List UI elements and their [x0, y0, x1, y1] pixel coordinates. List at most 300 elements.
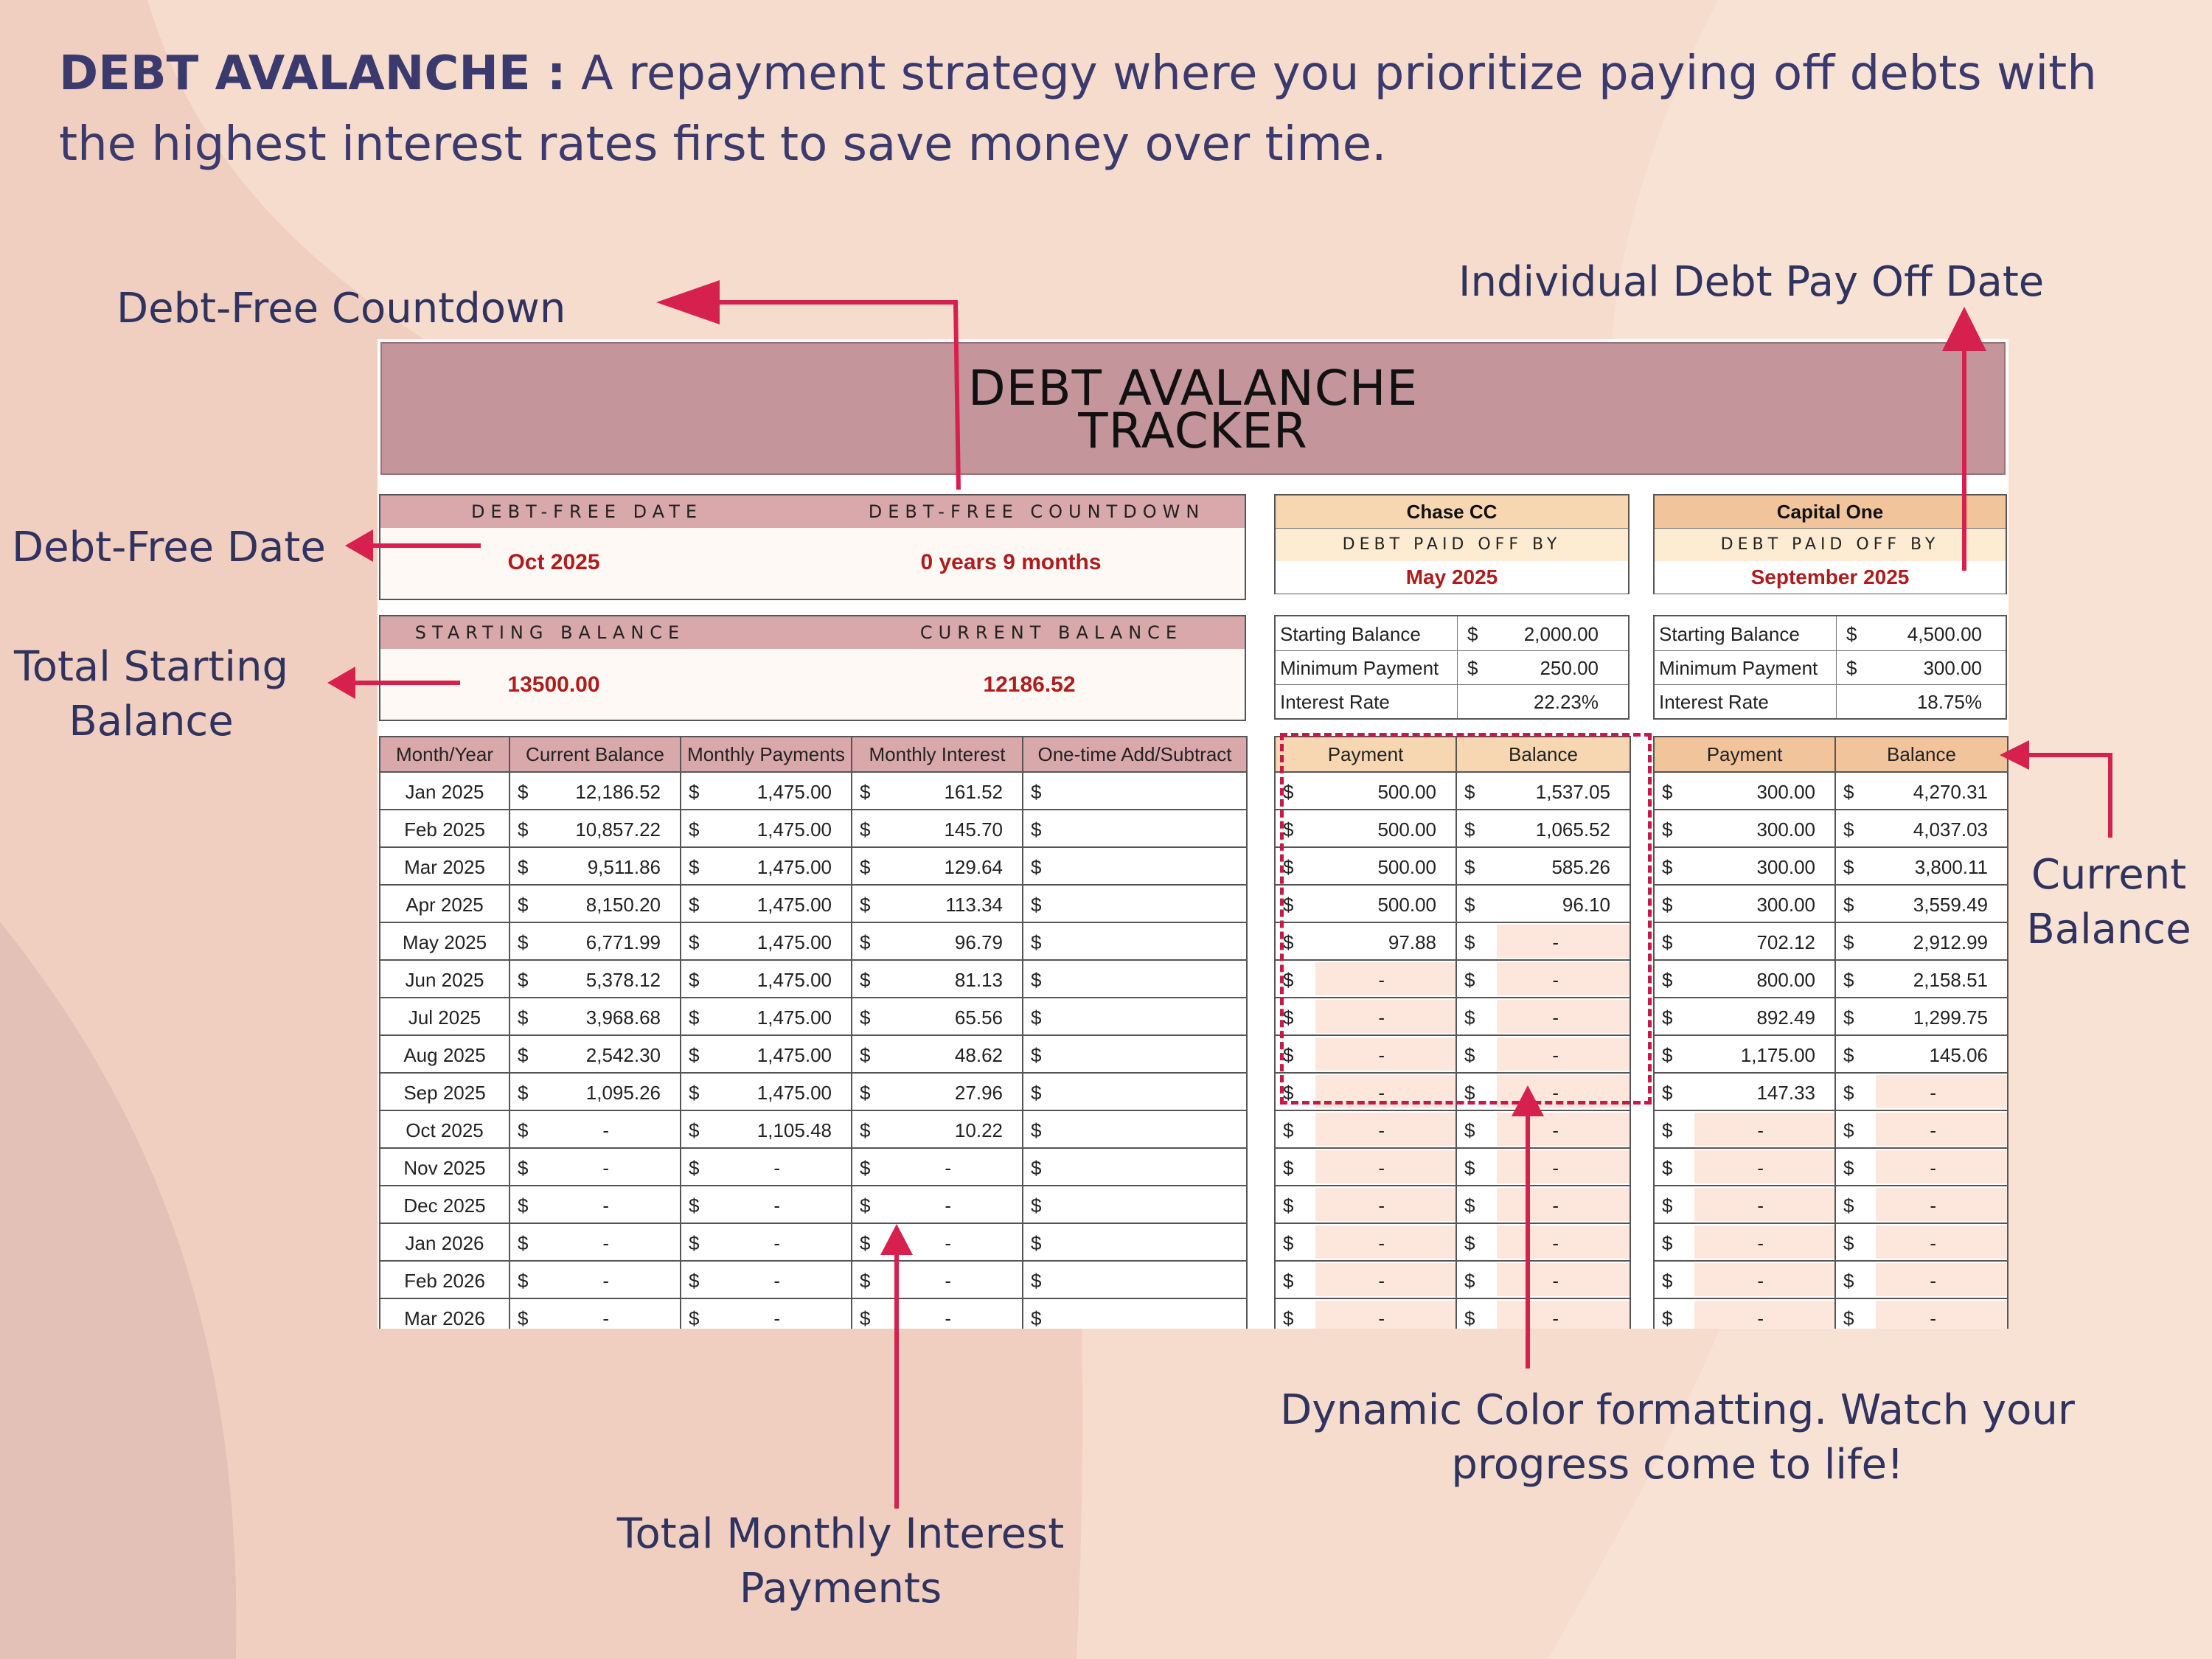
month-cell[interactable] [380, 1148, 509, 1186]
currency-symbol: $ [860, 1157, 871, 1179]
table-cell[interactable] [509, 810, 681, 847]
cell-value: - [1378, 1194, 1385, 1217]
table-row [380, 998, 1247, 1035]
currency-symbol: $ [689, 1157, 700, 1179]
table-cell[interactable] [1456, 1261, 1630, 1298]
tracker-title-line2: TRACKER [1078, 403, 1308, 459]
table-cell[interactable] [852, 810, 1023, 847]
debt-stats-chase [1274, 615, 1630, 720]
month-cell[interactable] [380, 998, 509, 1035]
month-label: Nov 2025 [403, 1157, 486, 1179]
table-cell[interactable] [1835, 1298, 2008, 1329]
currency-symbol: $ [689, 1119, 700, 1141]
table-cell[interactable] [1456, 1148, 1630, 1186]
annot-countdown: Debt-Free Countdown [116, 285, 566, 333]
table-cell[interactable] [1654, 1186, 1835, 1223]
table-cell[interactable] [1023, 847, 1247, 885]
currency-symbol: $ [860, 1232, 871, 1254]
month-cell[interactable] [380, 1035, 509, 1073]
stat-divider [1836, 650, 1837, 684]
table-cell[interactable] [1654, 1110, 1835, 1148]
month-label: Jan 2026 [405, 1232, 484, 1254]
table-cell[interactable] [1023, 1110, 1247, 1148]
cell-value: 10.22 [954, 1119, 1003, 1141]
table-cell[interactable] [1023, 1186, 1247, 1223]
table-cell[interactable] [1654, 772, 1835, 810]
cell-value: - [1378, 1044, 1385, 1066]
currency-symbol: $ [1843, 818, 1854, 841]
currency-symbol: $ [1662, 931, 1673, 953]
table-cell[interactable] [852, 1261, 1023, 1298]
stat-divider [1457, 650, 1458, 684]
currency-symbol: $ [689, 1194, 700, 1217]
month-cell[interactable] [380, 1223, 509, 1261]
stat-currency: $ [1467, 623, 1478, 645]
month-cell[interactable] [380, 1298, 509, 1329]
debt-stats-capital-one [1653, 615, 2007, 720]
cell-value: - [1378, 1119, 1385, 1141]
table-cell[interactable] [1023, 772, 1247, 810]
cell-value: 300.00 [1756, 781, 1815, 803]
currency-symbol: $ [1662, 1044, 1673, 1066]
zero-highlight [1876, 1301, 2007, 1329]
table-cell[interactable] [681, 1035, 852, 1073]
currency-symbol: $ [518, 1194, 529, 1217]
table-cell[interactable] [852, 1148, 1023, 1186]
cell-value: - [1930, 1232, 1936, 1254]
table-cell[interactable] [1654, 1073, 1835, 1110]
currency-symbol: $ [1662, 969, 1673, 991]
table-cell[interactable] [852, 1035, 1023, 1073]
currency-symbol: $ [689, 1006, 700, 1029]
starting-balance-label: STARTING BALANCE [414, 622, 686, 643]
currency-symbol: $ [860, 1307, 871, 1329]
stat-divider [1836, 616, 1837, 650]
currency-symbol: $ [1662, 1082, 1673, 1104]
table-row [1654, 1035, 2008, 1073]
table-cell[interactable] [1835, 1148, 2008, 1186]
annot-current-line2: Balance [2026, 905, 2191, 953]
table-cell[interactable] [1275, 1223, 1456, 1261]
month-cell[interactable] [380, 885, 509, 922]
stat-label: Interest Rate [1659, 691, 1769, 713]
capital-one-table-body [1654, 772, 2008, 1329]
cell-value: - [945, 1157, 951, 1179]
table-cell[interactable] [1456, 1110, 1630, 1148]
cell-value: 1,175.00 [1740, 1044, 1815, 1066]
table-cell[interactable] [1835, 847, 2008, 885]
table-cell[interactable] [1456, 1223, 1630, 1261]
table-cell[interactable] [1023, 1261, 1247, 1298]
currency-symbol: $ [1464, 1270, 1475, 1292]
annot-dynamic-color [1253, 1383, 2101, 1492]
cell-value: 4,270.31 [1913, 781, 1988, 803]
table-cell[interactable] [1654, 847, 1835, 885]
table-row [1654, 847, 2008, 885]
table-cell[interactable] [509, 885, 681, 922]
annot-free-date: Debt-Free Date [12, 524, 326, 571]
month-cell[interactable] [380, 960, 509, 998]
annot-starting-line2: Balance [69, 698, 234, 745]
table-cell[interactable] [1835, 1073, 2008, 1110]
zero-highlight [1497, 1301, 1630, 1329]
zero-highlight [1497, 1225, 1630, 1259]
cell-value: 147.33 [1756, 1082, 1815, 1104]
table-cell[interactable] [1275, 1298, 1456, 1329]
table-cell[interactable] [1275, 1186, 1456, 1223]
month-cell[interactable] [380, 1073, 509, 1110]
month-label: Oct 2025 [406, 1119, 484, 1141]
currency-symbol: $ [1464, 969, 1475, 991]
table-cell[interactable] [509, 922, 681, 960]
cell-value: 585.26 [1551, 856, 1610, 878]
annot-dynamic-line2: progress come to life! [1451, 1441, 1904, 1489]
stat-value: 22.23% [1533, 691, 1599, 713]
zero-highlight [1497, 1188, 1630, 1221]
table-cell[interactable] [852, 1186, 1023, 1223]
currency-symbol: $ [1843, 969, 1854, 991]
currency-symbol: $ [1031, 969, 1042, 991]
table-cell[interactable] [681, 1298, 852, 1329]
stat-currency: $ [1467, 657, 1478, 679]
paid-off-date: September 2025 [1655, 561, 2006, 594]
cell-value: 3,968.68 [585, 1006, 661, 1029]
stat-currency: $ [1846, 657, 1857, 679]
table-cell[interactable] [1835, 885, 2008, 922]
cell-value: - [1378, 1082, 1385, 1104]
table-cell[interactable] [1023, 1148, 1247, 1186]
capital-one-table-header [1654, 737, 2008, 772]
table-cell[interactable] [1835, 1110, 2008, 1148]
table-cell[interactable] [681, 1261, 852, 1298]
table-cell[interactable] [852, 885, 1023, 922]
cell-value: 300.00 [1756, 818, 1815, 841]
cell-value: 800.00 [1756, 969, 1815, 991]
table-row [1654, 772, 2008, 810]
table-cell[interactable] [1835, 998, 2008, 1035]
table-cell[interactable] [509, 960, 681, 998]
paid-off-date: May 2025 [1276, 561, 1628, 594]
currency-symbol: $ [1843, 1157, 1854, 1179]
table-cell[interactable] [1654, 960, 1835, 998]
cell-value: - [1930, 1270, 1936, 1292]
table-cell[interactable] [1023, 1298, 1247, 1329]
table-cell[interactable] [1023, 998, 1247, 1035]
current-balance-value: 12186.52 [983, 672, 1076, 697]
table-cell[interactable] [1023, 810, 1247, 847]
cell-value: - [1378, 969, 1385, 991]
month-cell[interactable] [380, 810, 509, 847]
annot-monthly-interest [582, 1507, 1099, 1616]
table-row [1275, 1110, 1630, 1148]
currency-symbol: $ [1283, 1307, 1294, 1329]
cell-value: - [602, 1232, 609, 1254]
table-cell[interactable] [852, 772, 1023, 810]
currency-symbol: $ [1283, 1232, 1294, 1254]
cell-value: 6,771.99 [585, 931, 661, 953]
table-row [380, 1110, 1247, 1148]
currency-symbol: $ [689, 1307, 700, 1329]
cell-value: 1,475.00 [757, 894, 832, 916]
tracker-sheet [378, 339, 2008, 1329]
table-cell[interactable] [852, 1110, 1023, 1148]
table-row [1654, 1186, 2008, 1223]
cell-value: 9,511.86 [587, 856, 661, 878]
table-cell[interactable] [509, 1298, 681, 1329]
table-cell[interactable] [1835, 1035, 2008, 1073]
month-label: Jan 2025 [405, 781, 484, 803]
cell-value: 48.62 [954, 1044, 1003, 1066]
table-row [1654, 810, 2008, 847]
table-cell[interactable] [509, 1073, 681, 1110]
table-cell[interactable] [852, 960, 1023, 998]
month-label: Mar 2025 [404, 856, 485, 878]
table-cell[interactable] [681, 960, 852, 998]
table-cell[interactable] [681, 1148, 852, 1186]
cell-value: - [1757, 1119, 1764, 1141]
stat-value: 4,500.00 [1907, 623, 1982, 645]
cell-value: 113.34 [945, 894, 1003, 916]
table-cell[interactable] [509, 1186, 681, 1223]
column-header: Current Balance [509, 737, 681, 772]
table-cell[interactable] [852, 1223, 1023, 1261]
table-row [1275, 1186, 1630, 1223]
month-label: Sep 2025 [403, 1082, 486, 1104]
annot-starting-balance [7, 640, 295, 749]
cell-value: - [602, 1119, 609, 1141]
table-cell[interactable] [509, 1110, 681, 1148]
table-cell[interactable] [1654, 810, 1835, 847]
table-cell[interactable] [1023, 960, 1247, 998]
monthly-table [379, 736, 1248, 1329]
table-cell[interactable] [1023, 1035, 1247, 1073]
table-cell[interactable] [1835, 960, 2008, 998]
month-label: Dec 2025 [403, 1194, 486, 1217]
cell-value: 1,475.00 [757, 781, 832, 803]
table-row [380, 922, 1247, 960]
currency-symbol: $ [860, 856, 871, 878]
table-cell[interactable] [1275, 1261, 1456, 1298]
currency-symbol: $ [1662, 1270, 1673, 1292]
currency-symbol: $ [1662, 1157, 1673, 1179]
table-cell[interactable] [509, 772, 681, 810]
currency-symbol: $ [1464, 1307, 1475, 1329]
currency-symbol: $ [1031, 856, 1042, 878]
column-header: Monthly Payments [681, 737, 852, 772]
month-cell[interactable] [380, 1261, 509, 1298]
column-header: Balance [1456, 737, 1630, 772]
table-cell[interactable] [852, 1073, 1023, 1110]
table-row [380, 1261, 1247, 1298]
table-cell[interactable] [1835, 810, 2008, 847]
annot-current-line1: Current [2031, 851, 2187, 899]
table-row [380, 885, 1247, 922]
cell-value: 1,475.00 [757, 969, 832, 991]
currency-symbol: $ [1464, 1119, 1475, 1141]
currency-symbol: $ [1464, 781, 1475, 803]
table-row [1654, 1110, 2008, 1148]
currency-symbol: $ [1843, 1119, 1854, 1141]
paid-off-label: DEBT PAID OFF BY [1276, 529, 1628, 561]
month-cell[interactable] [380, 847, 509, 885]
table-cell[interactable] [681, 1073, 852, 1110]
zero-highlight [1315, 1263, 1455, 1296]
table-cell[interactable] [1654, 1035, 1835, 1073]
zero-highlight [1876, 1075, 2007, 1108]
column-header: Payment [1654, 737, 1835, 772]
table-cell[interactable] [681, 1223, 852, 1261]
table-cell[interactable] [509, 847, 681, 885]
currency-symbol: $ [1662, 1006, 1673, 1029]
table-cell[interactable] [1023, 1223, 1247, 1261]
table-row [380, 1223, 1247, 1261]
table-cell[interactable] [681, 922, 852, 960]
currency-symbol: $ [1031, 1082, 1042, 1104]
currency-symbol: $ [1031, 894, 1042, 916]
stat-row [1276, 616, 1628, 651]
table-row [1654, 1073, 2008, 1110]
table-cell[interactable] [681, 885, 852, 922]
currency-symbol: $ [1283, 931, 1294, 953]
currency-symbol: $ [1464, 818, 1475, 841]
currency-symbol: $ [1283, 818, 1294, 841]
table-row [380, 1073, 1247, 1110]
zero-highlight [1694, 1263, 1834, 1296]
table-cell[interactable] [681, 998, 852, 1035]
currency-symbol: $ [1031, 1307, 1042, 1329]
table-cell[interactable] [681, 810, 852, 847]
annot-payoff-date: Individual Debt Pay Off Date [1458, 258, 2045, 306]
month-cell[interactable] [380, 1110, 509, 1148]
debt-free-summary [379, 494, 1246, 600]
currency-symbol: $ [1464, 894, 1475, 916]
zero-highlight [1694, 1113, 1834, 1146]
currency-symbol: $ [1031, 931, 1042, 953]
zero-highlight [1876, 1263, 2007, 1296]
table-cell[interactable] [1654, 1148, 1835, 1186]
currency-symbol: $ [1662, 781, 1673, 803]
cell-value: - [945, 1194, 951, 1217]
table-cell[interactable] [1023, 885, 1247, 922]
cell-value: - [945, 1307, 951, 1329]
cell-value: - [1378, 1270, 1385, 1292]
month-cell[interactable] [380, 1186, 509, 1223]
cell-value: 1,299.75 [1913, 1006, 1988, 1029]
table-cell[interactable] [852, 922, 1023, 960]
cell-value: - [1378, 1307, 1385, 1329]
stat-label: Starting Balance [1659, 623, 1800, 645]
table-cell[interactable] [1275, 1148, 1456, 1186]
table-cell[interactable] [509, 1148, 681, 1186]
table-row [380, 810, 1247, 847]
headline-text: A repayment strategy where you prioritize paying off debts with the highest interest rates first to save money over time. [59, 46, 2097, 172]
currency-symbol: $ [1031, 1157, 1042, 1179]
table-row [380, 772, 1247, 810]
table-cell[interactable] [681, 1110, 852, 1148]
table-cell[interactable] [1654, 998, 1835, 1035]
table-cell[interactable] [1835, 1223, 2008, 1261]
cell-value: - [1930, 1157, 1936, 1179]
currency-symbol: $ [1283, 1044, 1294, 1066]
currency-symbol: $ [1464, 1232, 1475, 1254]
table-cell[interactable] [509, 1035, 681, 1073]
table-cell[interactable] [1835, 1186, 2008, 1223]
currency-symbol: $ [689, 856, 700, 878]
currency-symbol: $ [689, 931, 700, 953]
currency-symbol: $ [860, 1082, 871, 1104]
table-cell[interactable] [1023, 922, 1247, 960]
currency-symbol: $ [1283, 1194, 1294, 1217]
table-cell[interactable] [509, 1261, 681, 1298]
month-label: Jul 2025 [408, 1006, 481, 1029]
table-cell[interactable] [1654, 1298, 1835, 1329]
table-cell[interactable] [1835, 922, 2008, 960]
table-cell[interactable] [509, 998, 681, 1035]
stat-label: Minimum Payment [1280, 657, 1439, 679]
table-cell[interactable] [852, 998, 1023, 1035]
table-row [380, 1148, 1247, 1186]
debt-name: Chase CC [1276, 495, 1628, 529]
stat-value: 18.75% [1916, 691, 1982, 713]
table-cell[interactable] [681, 847, 852, 885]
table-cell[interactable] [1275, 1110, 1456, 1148]
zero-highlight [1315, 1225, 1455, 1259]
currency-symbol: $ [1843, 1307, 1854, 1329]
table-cell[interactable] [1456, 1186, 1630, 1223]
cell-value: - [602, 1194, 609, 1217]
month-cell[interactable] [380, 922, 509, 960]
currency-symbol: $ [1843, 1270, 1854, 1292]
cell-value: 3,559.49 [1913, 894, 1988, 916]
currency-symbol: $ [1464, 1044, 1475, 1066]
currency-symbol: $ [518, 1232, 529, 1254]
table-cell[interactable] [681, 1186, 852, 1223]
table-cell[interactable] [1835, 1261, 2008, 1298]
cell-value: 12,186.52 [575, 781, 661, 803]
column-header: Monthly Interest [852, 737, 1023, 772]
month-cell[interactable] [380, 772, 509, 810]
cell-value: 1,065.52 [1535, 818, 1610, 841]
table-cell[interactable] [1835, 772, 2008, 810]
zero-highlight [1694, 1188, 1834, 1221]
cell-value: - [773, 1307, 780, 1329]
table-cell[interactable] [1654, 885, 1835, 922]
zero-highlight [1315, 1150, 1455, 1183]
currency-symbol: $ [518, 1082, 529, 1104]
currency-symbol: $ [1843, 1006, 1854, 1029]
table-cell[interactable] [852, 1298, 1023, 1329]
zero-highlight [1694, 1150, 1834, 1183]
cell-value: - [1552, 969, 1559, 991]
currency-symbol: $ [518, 1307, 529, 1329]
table-cell[interactable] [1023, 1073, 1247, 1110]
cell-value: 161.52 [944, 781, 1003, 803]
tracker-banner [380, 342, 2006, 475]
currency-symbol: $ [518, 1157, 529, 1179]
currency-symbol: $ [1031, 781, 1042, 803]
table-cell[interactable] [1654, 1261, 1835, 1298]
table-cell[interactable] [1456, 1298, 1630, 1329]
cell-value: - [1552, 1044, 1559, 1066]
stat-value: 250.00 [1540, 657, 1599, 679]
table-cell[interactable] [852, 847, 1023, 885]
table-cell[interactable] [1654, 922, 1835, 960]
table-cell[interactable] [681, 772, 852, 810]
zero-highlight [1694, 1301, 1834, 1329]
table-cell[interactable] [1654, 1223, 1835, 1261]
table-cell[interactable] [509, 1223, 681, 1261]
current-balance-label: CURRENT BALANCE [919, 622, 1183, 643]
